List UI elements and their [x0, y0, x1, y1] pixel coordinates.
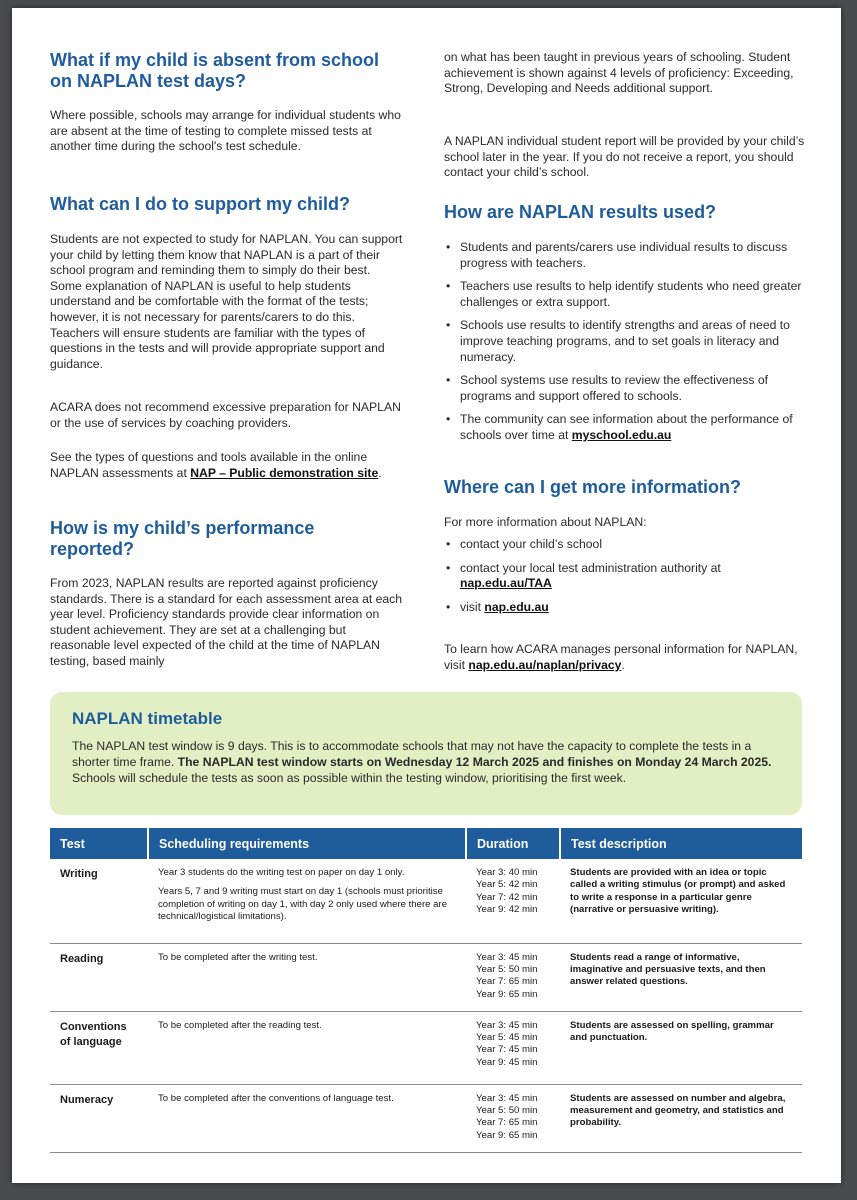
more-info-intro: For more information about NAPLAN:	[444, 515, 647, 529]
results-heading: How are NAPLAN results used?	[444, 202, 717, 222]
taa-link[interactable]: nap.edu.au/TAA	[460, 576, 552, 591]
document-page	[12, 8, 841, 1183]
timetable-heading: NAPLAN timetable	[72, 709, 223, 728]
timetable-box	[50, 692, 802, 815]
results-list-item: • Schools use results to identify strengths and areas of need to improve teaching programs, and to set goals in literacy and numeracy.	[446, 318, 790, 364]
more-info-list	[444, 537, 806, 623]
description-cell: Students read a range of informative, imaginative and persuasive texts, and then answer related questions.	[560, 943, 802, 1011]
scheduling-cell: To be completed after the reading test.	[148, 1011, 466, 1084]
performance-body-continued: on what has been taught in previous years of schooling. Student achievement is shown against 4 levels of proficiency: Exceeding, Strong, Developing and Needs additional support.	[444, 50, 794, 96]
timetable-window-dates: The NAPLAN test window starts on Wednesday 12 March 2025 and finishes on Monday 24 March 2025.	[177, 755, 772, 769]
results-list-item: • Students and parents/carers use individual results to discuss progress with teachers.	[446, 240, 788, 270]
privacy-paragraph: To learn how ACARA manages personal information for NAPLAN, visit nap.edu.au/naplan/privacy.	[444, 642, 798, 672]
scheduling-cell: To be completed after the writing test.	[148, 943, 466, 1011]
table-row	[50, 859, 802, 943]
results-list	[444, 240, 806, 452]
results-list-item: • Teachers use results to help identify students who need greater challenges or extra support.	[446, 279, 802, 309]
column-header-duration: Duration	[466, 828, 560, 859]
more-info-list-item: • contact your local test administration authority at nap.edu.au/TAA	[446, 560, 721, 591]
absent-body: Where possible, schools may arrange for individual students who are absent at the time of testing to complete missed tests at another time during the school's test schedule.	[50, 108, 401, 154]
description-cell: Students are assessed on number and algebra, measurement and geometry, and statistics and probability.	[560, 1084, 802, 1152]
nap-link[interactable]: nap.edu.au	[484, 599, 549, 614]
myschool-link[interactable]: myschool.edu.au	[571, 427, 672, 442]
performance-body: From 2023, NAPLAN results are reported against proficiency standards. There is a standard for each assessment area at each year level. Proficiency standards provide clear information on student achievement. They are set at a challenging but reasonable level expected of the child at the time of NAPLAN testing, based mainly	[50, 576, 403, 668]
description-cell: Students are assessed on spelling, grammar and punctuation.	[560, 1011, 802, 1084]
duration-cell: Year 3: 45 min Year 5: 50 min Year 7: 65 min Year 9: 65 min	[466, 1084, 560, 1152]
absent-heading: What if my child is absent from school on NAPLAN test days?	[50, 50, 380, 91]
support-para-3-end: .	[378, 465, 382, 480]
report-paragraph: A NAPLAN individual student report will be provided by your child’s school later in the year. If you do not receive a report, you should contact your child’s school.	[444, 134, 805, 180]
table-header-row	[50, 828, 802, 859]
support-para-2: ACARA does not recommend excessive preparation for NAPLAN or the use of services by coaching providers.	[50, 400, 401, 430]
table-row	[50, 1011, 802, 1084]
privacy-link[interactable]: nap.edu.au/naplan/privacy	[468, 657, 622, 672]
column-header-test: Test	[50, 828, 148, 859]
duration-cell: Year 3: 45 min Year 5: 45 min Year 7: 45 min Year 9: 45 min	[466, 1011, 560, 1084]
test-name: Numeracy	[50, 1084, 148, 1152]
support-para-1: Students are not expected to study for NAPLAN. You can support your child by letting them know that NAPLAN is a part of their school program and reminding them to simply do their best. Some explanation of NAPLAN is useful to help students understand and be comfortable with the format of the tests; however, it is not necessary for parents/carers to do this. Teachers will ensure students are familiar with the types of questions in the tests and will provide appropriate support and guidance.	[50, 232, 403, 371]
test-name: Conventions of language	[50, 1011, 148, 1084]
support-heading: What can I do to support my child?	[50, 194, 350, 214]
table-row	[50, 1084, 802, 1152]
column-header-scheduling: Scheduling requirements	[148, 828, 466, 859]
description-cell: Students are provided with an idea or topic called a writing stimulus (or prompt) and asked to write a response in a particular genre (narrative or persuasive writing).	[560, 859, 802, 943]
results-list-item: • School systems use results to review the effectiveness of programs and support offered to schools.	[446, 373, 768, 403]
duration-cell: Year 3: 45 min Year 5: 50 min Year 7: 65 min Year 9: 65 min	[466, 943, 560, 1011]
table-row	[50, 943, 802, 1011]
column-header-description: Test description	[560, 828, 802, 859]
timetable-text: The NAPLAN test window is 9 days. This is to accommodate schools that may not have the capacity to complete the tests in a shorter time frame. The NAPLAN test window starts on Wednesday 12 March 2025 and finishes on Monday 24 March 2025. Schools will schedule the tests as soon as possible within the testing window, prioritising the first week.	[72, 739, 772, 785]
test-name: Reading	[50, 943, 148, 1011]
test-name: Writing	[50, 859, 148, 943]
support-para-3	[50, 450, 405, 481]
nap-demo-site-link[interactable]: NAP – Public demonstration site	[190, 465, 379, 480]
duration-cell: Year 3: 40 min Year 5: 42 min Year 7: 42 min Year 9: 42 min	[466, 859, 560, 943]
support-para-3-text: See the types of questions and tools available in the online NAPLAN assessments at	[50, 450, 368, 480]
scheduling-cell: To be completed after the conventions of language test.	[148, 1084, 466, 1152]
more-info-heading: Where can I get more information?	[444, 477, 742, 497]
results-list-item: • The community can see information about the performance of schools over time at myschool.edu.au	[446, 412, 793, 442]
scheduling-cell: Year 3 students do the writing test on paper on day 1 only. Years 5, 7 and 9 writing must start on day 1 (schools must prioritise completion of writing on day 1, with day 2 only used where there are technical/logistical limitations).	[148, 859, 466, 943]
test-schedule-table	[50, 828, 802, 1153]
more-info-list-item: • contact your child’s school	[446, 537, 603, 551]
more-info-list-item: • visit nap.edu.au	[446, 599, 549, 614]
performance-heading: How is my child’s performance reported?	[50, 518, 315, 559]
